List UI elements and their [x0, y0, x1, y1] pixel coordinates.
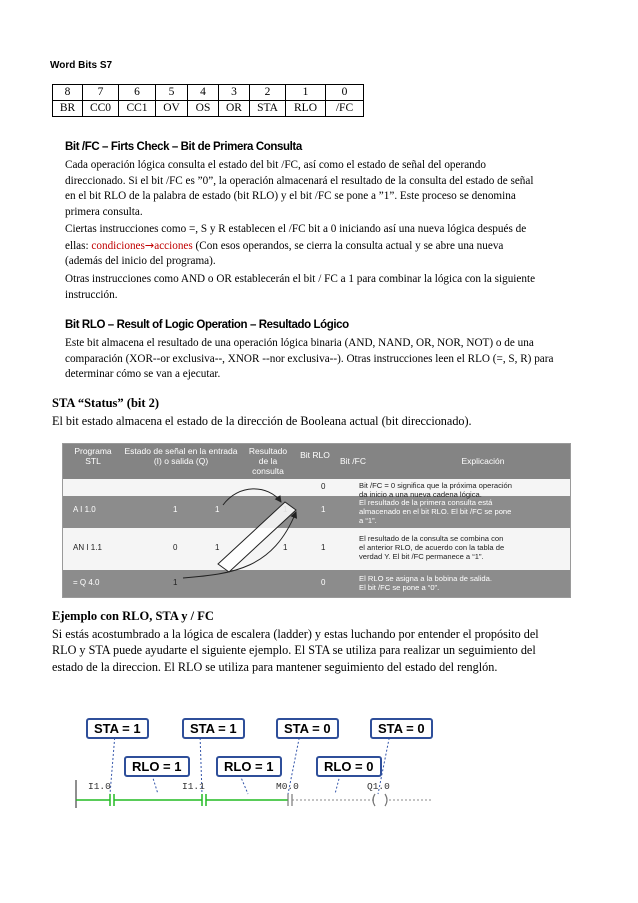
text-line: instrucción.	[65, 288, 118, 301]
header-explanation: Explicación	[461, 456, 505, 466]
bit-name-row	[53, 101, 364, 117]
rlo-label-box: RLO = 1	[216, 756, 282, 777]
stl-example-figure	[62, 443, 571, 598]
bit-number-cell: 6	[119, 85, 156, 101]
text-line: RLO y STA puede ayudarte el siguiente ejemplo. El STA se utiliza para realizar un seguimiento del	[52, 643, 536, 658]
text-line: Ciertas instrucciones como =, S y R establecen el /FC bit a 0 iniciando así una nueva lógica después de	[65, 223, 527, 235]
ladder-diagram	[70, 718, 440, 808]
rlo-section-title: Bit RLO – Result of Logic Operation – Resultado Lógico	[65, 319, 349, 331]
bit-number-cell: 2	[250, 85, 286, 101]
bit-number-cell: 0	[326, 85, 364, 101]
bit-name-cell: RLO	[286, 101, 326, 117]
arrow-result-to-rlo	[223, 489, 281, 505]
bit-name-cell: BR	[53, 101, 83, 117]
bit-name-cell: OS	[188, 101, 219, 117]
bit-number-cell: 3	[219, 85, 250, 101]
text-line: Bit /FC = 0 significa que la próxima operación	[359, 481, 513, 490]
conditions-highlight: condiciones	[91, 239, 145, 252]
text-line: (además del inicio del programa).	[65, 255, 216, 268]
header-fc: Bit /FC	[340, 456, 366, 466]
fc-paragraph-1	[65, 158, 585, 220]
fc-value: 0	[321, 482, 326, 491]
text-line: El resultado de la consulta se combina con	[359, 534, 504, 543]
bit-name-cell: OV	[156, 101, 188, 117]
header-result: Resultado de la consulta	[248, 446, 288, 476]
sta-label-box: STA = 1	[182, 718, 245, 739]
header-rlo: Bit RLO	[300, 450, 330, 460]
header-stl: Programa STL	[74, 446, 112, 466]
bit-number-cell: 4	[188, 85, 219, 101]
bit-number-cell: 5	[156, 85, 188, 101]
fc-value: 1	[321, 505, 326, 514]
text-line: Otras instrucciones como AND o OR establecerán el bit / FC a 1 para combinar la lógica con la siguiente	[65, 273, 536, 285]
status-word-table	[52, 84, 364, 117]
bit-number-cell: 1	[286, 85, 326, 101]
stl-instruction: = Q 4.0	[73, 578, 100, 587]
text-line: El bit /FC se pone a “0”.	[359, 583, 440, 592]
fc-paragraph-3	[65, 272, 585, 303]
text-line: Cada operación lógica consulta el estado del bit /FC, así como el estado de señal del operando	[65, 159, 486, 171]
contact-label: I1.1	[182, 781, 205, 792]
sta-label-box: STA = 0	[370, 718, 433, 739]
signal-value: 1	[173, 505, 178, 514]
example-paragraph	[52, 626, 612, 675]
sta-label-box: STA = 1	[86, 718, 149, 739]
bit-name-cell: /FC	[326, 101, 364, 117]
flow-arrows	[63, 444, 570, 597]
bit-name-cell: OR	[219, 101, 250, 117]
sta-section-title: STA “Status” (bit 2)	[52, 396, 160, 410]
sta-label-box: STA = 0	[276, 718, 339, 739]
page-title: Word Bits S7	[50, 60, 113, 71]
text-fragment: (Con esos operandos, se cierra la consulta actual y se abre una nueva	[192, 239, 504, 252]
text-line: primera consulta.	[65, 205, 143, 218]
text-line: da inicio a una nueva cadena lógica.	[359, 490, 482, 499]
text-line: en el bit RLO de la palabra de estado (bit RLO) y el bit /FC se pone a ”1”. Este proceso se denomina	[65, 190, 516, 203]
header-signal: Estado de señal en la entrada (I) o salida (Q)	[124, 446, 238, 466]
actions-highlight: acciones	[154, 239, 193, 252]
text-line: verdad Y. El bit /FC permanece a “1”.	[359, 552, 484, 561]
text-line: comparación (XOR--or exclusiva--, XNOR --nor exclusiva--). Otras instrucciones leen el RLO (=, S, R) para	[65, 352, 554, 365]
rlo-label-box: RLO = 1	[124, 756, 190, 777]
example-title: Ejemplo con RLO, STA y / FC	[52, 609, 214, 623]
signal-value: 0	[173, 543, 178, 552]
rlo-label-box: RLO = 0	[316, 756, 382, 777]
text-line: el anterior RLO, de acuerdo con la tabla de	[359, 543, 505, 552]
coil-label: Q1.0	[367, 781, 390, 792]
fc-section-title: Bit /FC – Firts Check – Bit de Primera Consulta	[65, 141, 302, 153]
text-line	[65, 238, 585, 255]
stl-instruction: A I 1.0	[73, 505, 96, 514]
rlo-value: 1	[283, 543, 288, 552]
rlo-paragraph	[65, 336, 595, 383]
arrow-icon: →	[144, 238, 155, 252]
text-line: Si estás acostumbrado a la lógica de escalera (ladder) y estas luchando por entender el propósito del	[52, 627, 539, 641]
text-line: a “1”.	[359, 516, 377, 525]
bit-number-row	[53, 85, 364, 101]
text-line: estado de la direccion. El RLO se utiliza para mantener seguimiento del estado del renglón.	[52, 659, 498, 674]
contact-label: M0.0	[276, 781, 299, 792]
text-fragment: ellas:	[65, 239, 92, 252]
text-line: determinar cómo se van a ejecutar.	[65, 368, 221, 381]
signal-value: 1	[173, 578, 178, 587]
fc-paragraph-2	[65, 222, 585, 270]
fc-value: 1	[321, 543, 326, 552]
text-line: El resultado de la primera consulta está	[359, 498, 493, 507]
text-line: almacenado en el bit RLO. El bit /FC se pone	[359, 507, 512, 516]
bit-number-cell: 7	[83, 85, 119, 101]
sta-paragraph: El bit estado almacena el estado de la dirección de Booleana actual (bit direccionado).	[52, 414, 472, 428]
text-line: El RLO se asigna a la bobina de salida.	[359, 574, 492, 583]
bit-name-cell: CC0	[83, 101, 119, 117]
contact-label: I1.0	[88, 781, 111, 792]
bit-name-cell: CC1	[119, 101, 156, 117]
text-line: Este bit almacena el resultado de una operación lógica binaria (AND, NAND, OR, NOR, NOT) o de una	[65, 337, 534, 349]
result-value: 1	[215, 505, 220, 514]
bit-number-cell: 8	[53, 85, 83, 101]
result-value: 1	[215, 543, 220, 552]
text-line: direccionado. Si el bit /FC es ”0”, la operación almacenará el resultado de la consulta del estado de señal	[65, 174, 534, 187]
bit-name-cell: STA	[250, 101, 286, 117]
fc-value: 0	[321, 578, 326, 587]
stl-instruction: AN I 1.1	[73, 543, 102, 552]
